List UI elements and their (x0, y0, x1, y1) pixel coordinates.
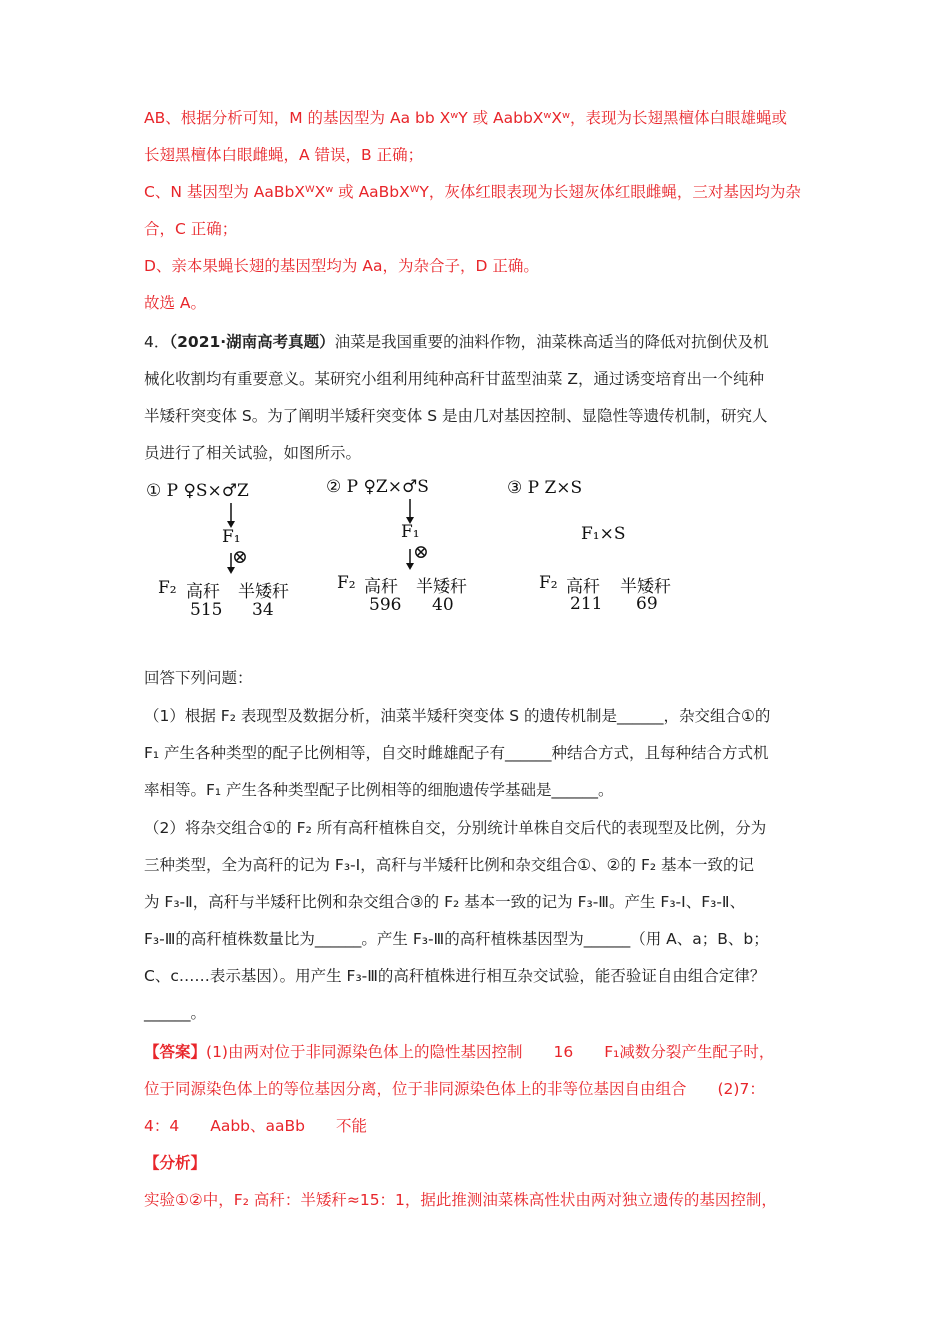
question-number: 4． (144, 333, 170, 351)
cross-1-tall-count: 515 (190, 600, 223, 620)
analysis-text-line-1: 实验①②中，F₂ 高秆：半矮秆≈15：1，据此推测油菜株高性状由两对独立遗传的基因控制， (144, 1191, 777, 1209)
question-text: 油菜是我国重要的油料作物，油菜株高适当的降低对抗倒伏及机 (334, 333, 769, 351)
cross-1-tall-label: 高秆 (186, 582, 220, 602)
answer-intro: 回答下列问题： (144, 669, 253, 687)
cross-1-parents: ① P ♀S×♂Z (146, 481, 249, 501)
cross-2-selfing-symbol: ⊗ (413, 541, 429, 563)
subq2-line-6: ______。 (144, 1004, 207, 1022)
answer-label: 【答案】 (144, 1043, 207, 1061)
subq2-line-5: C、c……表示基因）。用产生 F₃-Ⅲ的高秆植株进行相互杂交试验，能否验证自由组合定律？ (144, 967, 766, 985)
subq2-line-1: （2）将杂交组合①的 F₂ 所有高秆植株自交，分别统计单株自交后代的表现型及比例，分为 (144, 819, 767, 837)
cross-2-f1: F₁ (401, 522, 420, 542)
question-4-line-3: 半矮秆突变体 S。为了阐明半矮秆突变体 S 是由几对基因控制、显隐性等遗传机制，研究人 (144, 407, 768, 425)
analysis-line-ab-cont: 长翅黑檀体白眼雌蝇，A 错误，B 正确； (144, 146, 424, 164)
analysis-line-c: C、N 基因型为 AaBbXᵂXʷ 或 AaBbXᵂY，灰体红眼表现为长翅灰体红眼雌蝇，三对基因均为杂 (144, 183, 801, 201)
subq1-line-3: 率相等。F₁ 产生各种类型配子比例相等的细胞遗传学基础是______。 (144, 781, 614, 799)
subq1-line-2: F₁ 产生各种类型的配子比例相等，自交时雌雄配子有______种结合方式，且每种结合方式机 (144, 744, 769, 762)
cross-3-parents: ③ P Z×S (507, 478, 583, 498)
cross-2-f2-label: F₂ (337, 573, 356, 593)
analysis-conclusion: 故选 A。 (144, 294, 207, 312)
answer-text: (1)由两对位于非同源染色体上的隐性基因控制 16 F₁减数分裂产生配子时， (206, 1043, 775, 1061)
answer-key-line-2: 位于同源染色体上的等位基因分离，位于非同源染色体上的非等位基因自由组合 (2)7： (144, 1080, 765, 1098)
subq2-line-4: F₃-Ⅲ的高秆植株数量比为______。产生 F₃-Ⅲ的高秆植株基因型为______（用 A、a；B、b； (144, 930, 769, 948)
question-4-line-1 (144, 324, 814, 361)
cross-1-selfing-symbol: ⊗ (232, 546, 248, 568)
analysis-line-d: D、亲本果蝇长翅的基因型均为 Aa，为杂合子，D 正确。 (144, 257, 539, 275)
cross-2-tall-label: 高秆 (364, 577, 398, 597)
question-source: （2021·湖南高考真题） (169, 333, 335, 351)
cross-1-short-label: 半矮秆 (238, 582, 289, 602)
analysis-line-ab: AB、根据分析可知，M 的基因型为 Aa bb XʷY 或 AabbXʷXʷ，表现为长翅黑檀体白眼雄蝇或 (144, 109, 788, 127)
cross-1-short-count: 34 (252, 600, 274, 620)
analysis-label: 【分析】 (144, 1154, 207, 1172)
cross-2-tall-count: 596 (369, 595, 402, 615)
answer-key-line-1 (144, 1034, 814, 1071)
cross-1-f1: F₁ (222, 527, 241, 547)
cross-3-f2-label: F₂ (539, 573, 558, 593)
cross-2-short-count: 40 (432, 595, 454, 615)
question-4-line-4: 员进行了相关试验，如图所示。 (144, 444, 362, 462)
cross-3-testcross: F₁×S (581, 524, 626, 544)
cross-3-short-label: 半矮秆 (620, 577, 671, 597)
cross-3-tall-label: 高秆 (566, 577, 600, 597)
cross-3-short-count: 69 (636, 594, 658, 614)
subq1-line-1: （1）根据 F₂ 表现型及数据分析，油菜半矮秆突变体 S 的遗传机制是______，杂交组合①的 (144, 707, 771, 725)
cross-3-tall-count: 211 (570, 594, 603, 614)
analysis-line-c-cont: 合，C 正确； (144, 220, 238, 238)
subq2-line-3: 为 F₃-Ⅱ，高秆与半矮秆比例和杂交组合③的 F₂ 基本一致的记为 F₃-Ⅲ。产生 F₃-Ⅰ、F₃-Ⅱ、 (144, 893, 746, 911)
question-4-line-2: 械化收割均有重要意义。某研究小组利用纯种高秆甘蓝型油菜 Z，通过诱变培育出一个纯种 (144, 370, 765, 388)
answer-key-line-3: 4：4 Aabb、aaBb 不能 (144, 1117, 367, 1135)
cross-1-f2-label: F₂ (158, 578, 177, 598)
cross-2-parents: ② P ♀Z×♂S (326, 477, 429, 497)
subq2-line-2: 三种类型，全为高秆的记为 F₃-Ⅰ，高秆与半矮秆比例和杂交组合①、②的 F₂ 基本一致的记 (144, 856, 754, 874)
cross-2-short-label: 半矮秆 (416, 577, 467, 597)
